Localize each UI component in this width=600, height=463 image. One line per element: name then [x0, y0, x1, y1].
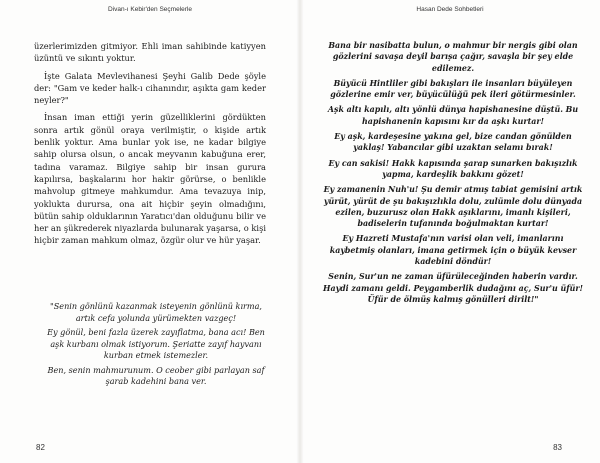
left-page-number: 82: [36, 443, 45, 452]
right-page-number: 83: [553, 443, 562, 452]
verse: Senin, Sur'un ne zaman üfürüleceğinden haberin vardır. Haydi zamanı geldi. Peygamberlik dudağını aç, Sur'u üfür! Üfür de ölmüş kalmış gönülleri dirilt!": [323, 272, 583, 304]
left-page: [4, 0, 296, 463]
verse: Ey Hazreti Mustafa'nın varisi olan veli, imanlarını kaybetmiş olanları, imana getirmek için o büyük kevser kadebini döndür!: [329, 234, 577, 267]
paragraph: üzerlerimizden gitmiyor. Ehli iman sahibinde katiyyen üzüntü ve sıkıntı yoktur.: [34, 41, 266, 64]
verse: Ey aşk, kardeşesine yakına gel, bize candan gönülden yaklaş! Yabancılar gibi uzaktan selamı bırak!: [334, 132, 572, 153]
paragraph: İnsan iman ettiği yerin güzelliklerini gördükten sonra artık gönül oraya verilmiştir, o kişide artık benlik yoktur. Ama bunlar yok ise, ne kadar bilgiye sahip olursa olsun, o ancak meyvanın kabuğuna erer, tadına varamaz. Bilgiye sahip bir insan gurura kapılırsa, başkalarını hor hakir görürse, o benlikle mahvolup gitmeye mahkumdur. Ama tevazuya inip, yoklukta durursa, ona ait hiçbir şeyin olmadığını, bütün sahip olduklarının Yaratıcı'dan olduğunu bilir ve her an şükrederek niyazlarda bulunarak yaşarsa, o kişi hiçbir zaman mahkum olmaz, özgür olur ve hür yaşar.: [34, 112, 266, 246]
verse: Aşk altı kapılı, altı yönlü dünya hapishanesine düştü. Bu hapishanenin kapısını kır da aşkı kurtar!: [327, 105, 579, 126]
verse: "Senin gönlünü kazanmak isteyenin gönlünü kırma, artık cefa yolunda yürümekten vazgeç!: [50, 301, 262, 323]
left-verse-block: [40, 301, 272, 391]
verse: Ey gönül, beni fazla üzerek zayıflatma, bana acı! Ben aşk kurbanı olmak istiyorum. Şeriatte zayıf hayvanı kurban etmek istemezler.: [47, 327, 265, 360]
verse: Ben, senin mahmurunum. O ceober gibi parlayan saf şarab kadehini bana ver.: [47, 364, 265, 386]
left-prose: [34, 40, 266, 252]
right-page: [304, 0, 596, 463]
left-running-head: Divan-ı Kebir'den Seçmelerle: [108, 6, 192, 13]
verse: Ey can sakisi! Hakk kapısında şarap sunarken bakışızlık yapma, kardeşlik bakkını gözet!: [328, 158, 578, 179]
verse: Büyücü Hintliler gibi bakışları ile insanları büyüleyen gözlerine emir ver, büyücülüğü pek ileri götürmesinler.: [330, 78, 576, 100]
right-running-head: Hasan Dede Sohbetleri: [416, 6, 484, 13]
verse: Bana bir nasibatta bulun, o mahmur bir nergis gibi olan gözlerini savaşa deyil barışa çağır, savaşla bir şey elde edilemez.: [328, 41, 578, 73]
book-gutter: [296, 0, 304, 463]
verse: Ey zamanenin Nuh'u! Şu demir atmış tabiat gemisini artık yürüt, yürüt de şu bakışızlıkla dolu, zulümle dolu dünyada ezilen, buzurusz olan Hakk aşıklarını, imanlı kişileri, badiselerin tufanında boğulmaktan kurtar!: [323, 185, 583, 229]
right-verse-block: [322, 40, 584, 309]
paragraph: İşte Galata Mevlevihanesi Şeyhi Galib Dede şöyle der: "Gam ve keder halk-ı cihanındır, aşıkta gam keder neyler?": [34, 70, 266, 106]
